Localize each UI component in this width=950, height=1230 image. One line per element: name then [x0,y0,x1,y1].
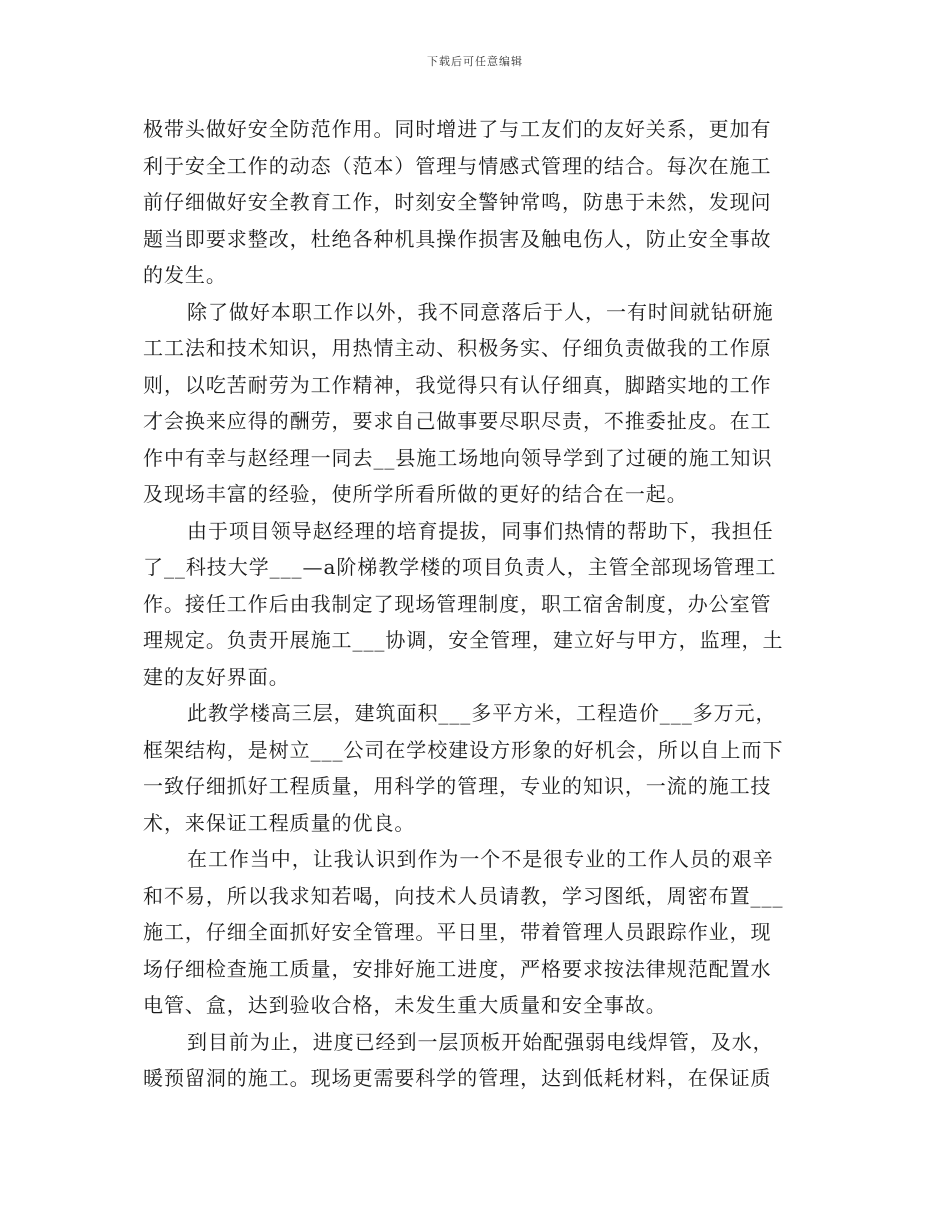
text-line: 此教学楼高三层，建筑面积___多平方米，工程造价___多万元， [187,701,777,725]
text-line: 框架结构，是树立___公司在学校建设方形象的好机会，所以自上而下 [143,737,784,762]
text-line: 在工作当中，让我认识到作为一个不是很专业的工作人员的艰辛 [187,847,774,871]
text-line: 和不易，所以我求知若喝，向技术人员请教，学习图纸，周密布置___ [143,883,784,908]
text-line: 到目前为止，进度已经到一层顶板开始配强弱电线焊管，及水， [187,1029,774,1054]
text-line: 利于安全工作的动态（范本）管理与情感式管理的结合。每次在施工 [143,153,772,178]
text-line: 理规定。负责开展施工___协调，安全管理，建立好与甲方，监理，土 [143,628,784,652]
text-line: 了__科技大学___—a阶梯教学楼的项目负责人，主管全部现场管理工 [143,555,777,579]
text-line: 作中有幸与赵经理一同去__县施工场地向领导学到了过硬的施工知识 [143,445,773,470]
text-line: 暖预留洞的施工。现场更需要科学的管理，达到低耗材料，在保证质 [143,1066,772,1090]
text-line: 的发生。 [143,263,227,287]
paragraph [143,841,813,1024]
document-body [143,111,813,1097]
paragraph [143,294,813,513]
text-line: 作。接任工作后由我制定了现场管理制度，职工宿舍制度，办公室管 [143,591,772,616]
page-header: 下载后可任意编辑 [427,55,523,68]
text-line: 电管、盒，达到验收合格，未发生重大质量和安全事故。 [143,993,667,1017]
text-line: 才会换来应得的酬劳，要求自己做事要尽职尽责，不推委扯皮。在工 [143,409,772,433]
text-line: 前仔细做好安全教育工作，时刻安全警钟常鸣，防患于未然，发现问 [143,190,772,214]
text-line: 及现场丰富的经验，使所学所看所做的更好的结合在一起。 [143,482,688,506]
text-line: 由于项目领导赵经理的培育提拔，同事们热情的帮助下，我担任 [187,518,774,543]
paragraph [143,695,813,841]
paragraph [143,111,813,294]
paragraph [143,513,813,696]
text-line: 工工法和技术知识，用热情主动、积极务实、仔细负责做我的工作原 [143,336,772,360]
text-line: 建的友好界面。 [143,664,290,689]
text-line: 则，以吃苦耐劳为工作精神，我觉得只有认仔细真，脚踏实地的工作 [143,372,772,397]
text-line: 题当即要求整改，杜绝各种机具操作损害及触电伤人，防止安全事故 [143,226,772,251]
paragraph [143,1024,813,1097]
text-line: 施工，仔细全面抓好安全管理。平日里，带着管理人员跟踪作业，现 [143,920,772,944]
text-line: 一致仔细抓好工程质量，用科学的管理，专业的知识，一流的施工技 [143,774,772,798]
text-line: 术，来保证工程质量的优良。 [143,810,416,835]
text-line: 除了做好本职工作以外，我不同意落后于人，一有时间就钻研施 [187,299,774,324]
text-line: 场仔细检查施工质量，安排好施工进度，严格要求按法律规范配置水 [143,956,772,981]
text-line: 极带头做好安全防范作用。同时增进了与工友们的友好关系，更加有 [143,117,772,141]
